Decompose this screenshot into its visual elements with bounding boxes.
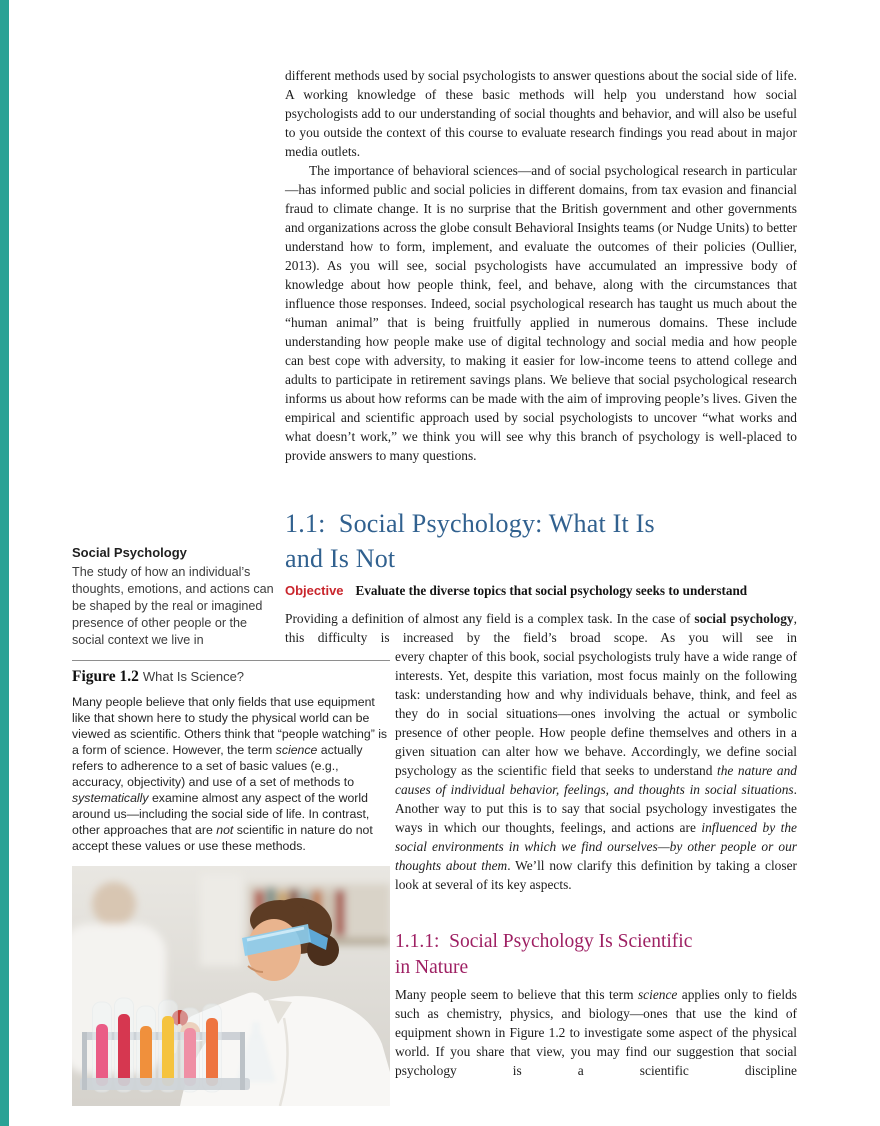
objective-text: Evaluate the diverse topics that social psychology seeks to understand bbox=[355, 583, 748, 598]
figure-photo bbox=[72, 866, 390, 1106]
page-edge-bar bbox=[0, 0, 9, 1126]
figure-label bbox=[72, 668, 390, 686]
key-term: Social Psychology bbox=[72, 545, 187, 560]
scientist-with-test-tubes-photo bbox=[72, 866, 390, 1106]
figure-caption: Many people believe that only fields that use equipment like that shown here to study the physical world can be viewed as scientific. Others think that “people watching” is a form of science. However, the term science actually refers to adherence to a set of basic values (e.g., accuracy, objectivity) and use of a set of methods to systematically examine almost any aspect of the world around us—including the social side of life. In contrast, other approaches that are not scientific in nature do not accept these values or use these methods. bbox=[72, 695, 388, 853]
body-paragraph: every chapter of this book, social psychologists truly have a wide range of interests. Yet, despite this variation, most focus mainly on the following task: understanding how and why individuals behave, think, and feel as they do in social situations—ones involving the actual or symbolic presence of other people. How people define themselves and others in a given situation can alter how we behave. Accordingly, we define social psychology as the scientific field that seeks to understand the nature and causes of individual behavior, feelings, and thoughts in social situations. Another way to put this is to say that social psychology investigates the ways in which our thoughts, feelings, and actions are influenced by the social environments in which we find ourselves—by other people or our thoughts about them. We’ll now clarify this definition by taking a closer look at several of its key aspects. bbox=[395, 649, 798, 892]
objective-label: Objective bbox=[285, 583, 344, 598]
subsection-heading bbox=[395, 929, 797, 981]
body-paragraph: different methods used by social psychologists to answer questions about the social side of life. A working knowledge of these basic methods will help you understand how social psychologists add to our understanding of social thoughts and behavior, and will also be useful to you outside the context of this course to evaluate research findings you read about in major media outlets. bbox=[285, 68, 797, 159]
figure-title: What Is Science? bbox=[142, 669, 245, 684]
key-term-definition: The study of how an individual’s thoughts, emotions, and actions can be shaped by the real or imagined presence of other people or the social context we live in bbox=[72, 565, 274, 647]
body-paragraph: Many people seem to believe that this term science applies only to fields such as chemistry, physics, and biology—ones that use the kind of equipment shown in Figure 1.2 to investigate some aspect of the physical world. If you share that view, you may find our suggestion that social psychology is a scientific discipline bbox=[395, 987, 797, 1078]
intro-text-block bbox=[285, 66, 797, 465]
figure-number: Figure 1.2 bbox=[72, 668, 139, 685]
body-paragraph: Providing a definition of almost any field is a complex task. In the case of social psychology, this difficulty is increased by the field’s broad scope. As you will see in bbox=[285, 611, 797, 645]
section-heading bbox=[285, 506, 765, 576]
section-heading-line2: and Is Not bbox=[285, 544, 396, 573]
objective-row bbox=[285, 583, 797, 599]
figure-block bbox=[72, 660, 390, 854]
section-heading-line1: 1.1: Social Psychology: What It Is bbox=[285, 509, 655, 538]
subsection-heading-line1: 1.1.1: Social Psychology Is Scientific bbox=[395, 931, 693, 952]
figure-divider bbox=[72, 660, 390, 661]
subsection-heading-line2: in Nature bbox=[395, 957, 469, 978]
margin-definition bbox=[72, 545, 276, 649]
body-paragraph: The importance of behavioral sciences—and of social psychological research in particular—has informed public and social policies in different domains, from tax evasion and financial fraud to climate change. It is no surprise that the British government and other governments and organizations across the globe consult Behavioral Insights teams (or Nudge Units) to better understand how to form, implement, and evaluate the outcomes of their policies (Oullier, 2013). As you will see, social psychologists have accumulated an impressive body of knowledge about how people think, feel, and behave, along with the circumstances that influence those responses. Indeed, social psychological research has taught us much about the “human animal” that is being fruitfully applied in numerous domains. These include understanding how people make use of digital technology and social media and how people can best cope with adversity, to making it easier for low-income teens to attend college and adults to participate in retirement savings plans. We believe that social psychological research informs us about how reforms can be made with the aim of improving people’s lives. Given the empirical and scientific approach used by social psychologists to uncover “what works and what doesn’t work,” we think you will see why this branch of psychology is well-placed to provide answers to many questions. bbox=[285, 163, 797, 463]
